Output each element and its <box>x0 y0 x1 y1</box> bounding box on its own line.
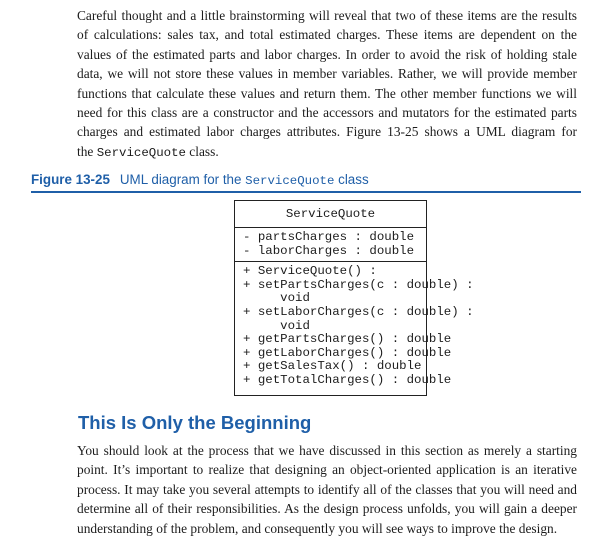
closing-line: point. It’s important to realize that designing an object-oriented application is an iterative <box>77 462 577 478</box>
uml-method: + getPartsCharges() : double <box>243 332 452 347</box>
figure-caption-code: ServiceQuote <box>245 174 335 188</box>
figure-caption-suffix: class <box>334 172 369 187</box>
uml-class-name: ServiceQuote <box>235 201 426 228</box>
closing-line: process. It may take you several attempts to identify all of the classes that you will need and <box>77 481 577 497</box>
uml-method: + getSalesTax() : double <box>243 359 422 374</box>
uml-method: void <box>243 291 310 306</box>
closing-line: determine all of their responsibilities. As the design process unfolds, you will gain a deeper <box>77 501 577 517</box>
figure-number: Figure 13-25 <box>31 172 110 187</box>
caption-divider <box>31 191 581 193</box>
intro-line: of calculations: sales tax, and total estimated charges. These items are dependent on the <box>77 27 577 43</box>
intro-line: Careful thought and a little brainstorming will reveal that two of these items are the results <box>77 8 577 23</box>
uml-method: + getTotalCharges() : double <box>243 372 452 387</box>
intro-line: charges and estimated labor charges attributes. Figure 13-25 shows a UML diagram for <box>77 124 577 140</box>
intro-line: values of the estimated parts and labor charges. In order to avoid the risk of holding stale <box>77 46 577 62</box>
closing-line-last: understanding of the problem, and consequently you will see ways to improve the design. <box>77 520 558 536</box>
intro-line-last <box>77 142 577 163</box>
intro-paragraph <box>77 6 577 163</box>
intro-class-name-code: ServiceQuote <box>96 145 186 160</box>
uml-method: + ServiceQuote() : <box>243 264 377 279</box>
uml-attributes <box>235 228 426 262</box>
closing-line: You should look at the process that we have discussed in this section as merely a starting <box>77 443 577 458</box>
uml-class-diagram <box>234 200 474 396</box>
intro-line: functions that calculate these values and return them. The other member functions we will <box>77 85 577 101</box>
figure-caption <box>31 171 580 190</box>
closing-paragraph <box>77 441 577 538</box>
uml-method: + setPartsCharges(c : double) : <box>243 277 474 292</box>
uml-method: + setLaborCharges(c : double) : <box>243 304 474 319</box>
figure-caption-text: UML diagram for the <box>119 172 246 187</box>
uml-methods <box>235 262 474 387</box>
uml-attribute: - partsCharges : double <box>243 230 415 244</box>
intro-line: need for this class are a constructor and the accessors and mutators for the estimated parts <box>77 105 577 121</box>
intro-last-suffix: class. <box>185 143 219 159</box>
intro-last-prefix: the <box>77 143 97 159</box>
section-heading: This Is Only the Beginning <box>78 412 312 433</box>
uml-method: + getLaborCharges() : double <box>243 345 452 360</box>
uml-attribute: - laborCharges : double <box>243 243 415 258</box>
intro-line: data, we will not store these values in member variables. Rather, we will provide member <box>77 66 577 82</box>
uml-method: void <box>243 318 310 333</box>
